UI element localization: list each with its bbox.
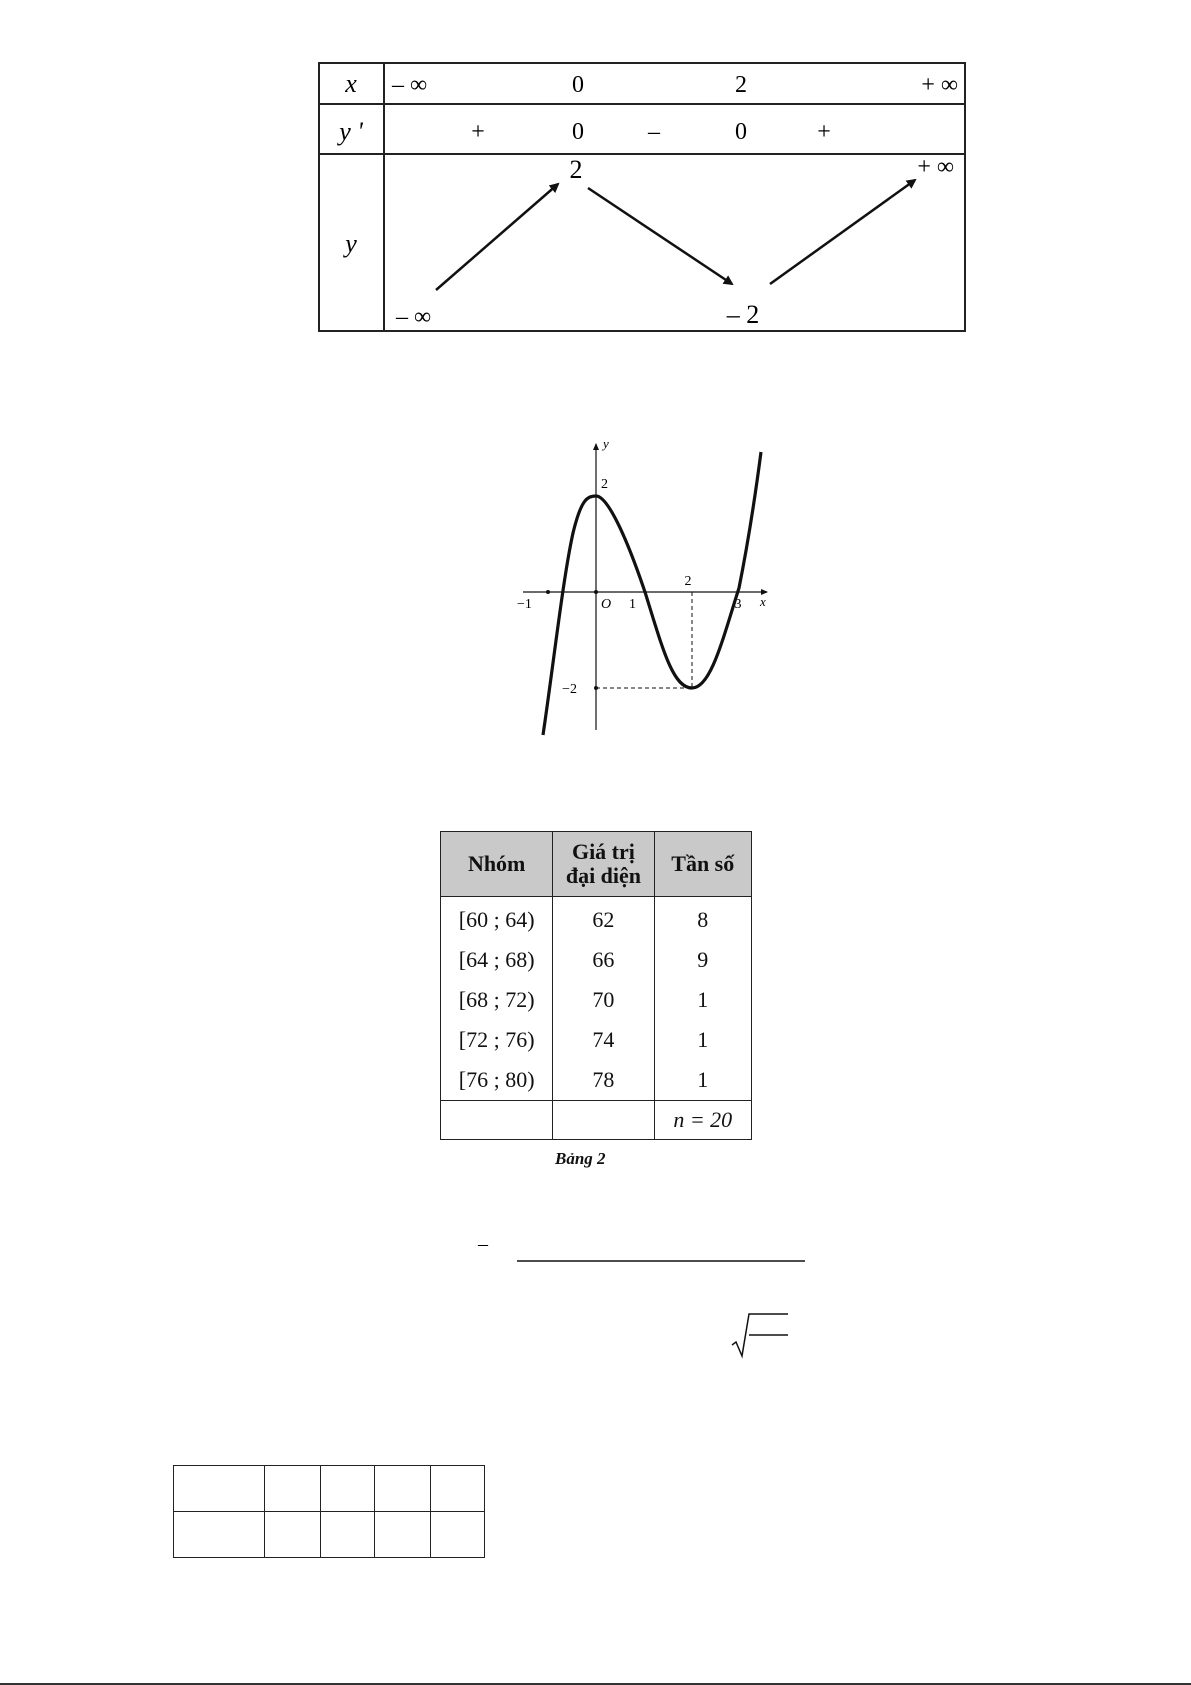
table-row xyxy=(441,897,752,941)
table-row xyxy=(441,1060,752,1101)
grid-cell xyxy=(321,1466,375,1512)
cell-group: [68 ; 72) xyxy=(441,980,553,1020)
frequency-table xyxy=(440,831,752,1140)
grid-cell xyxy=(174,1512,265,1558)
cell-group: [60 ; 64) xyxy=(441,897,553,941)
cell-value: 62 xyxy=(553,897,654,941)
cell-value: 74 xyxy=(553,1020,654,1060)
header-group: Nhóm xyxy=(441,832,553,897)
grid-cell xyxy=(321,1512,375,1558)
tick-dot-origin xyxy=(594,590,598,594)
square-root-sign xyxy=(732,1314,788,1356)
grid-cell xyxy=(265,1466,321,1512)
sign-plus-right: + xyxy=(817,119,831,145)
cell-value: 66 xyxy=(553,940,654,980)
x-value-neg-inf: – ∞ xyxy=(392,72,428,98)
sign-plus-left: + xyxy=(471,119,485,145)
row-label-derivative: y ' xyxy=(339,117,363,146)
cell-value: 70 xyxy=(553,980,654,1020)
grid-cell xyxy=(265,1512,321,1558)
tick-dot-x-neg1 xyxy=(546,590,550,594)
bar-symbol: – xyxy=(478,1233,488,1255)
cell-frequency: 1 xyxy=(654,1020,751,1060)
row-label-x: x xyxy=(345,69,357,98)
table-row xyxy=(441,980,752,1020)
origin-label: O xyxy=(601,597,612,612)
y-tick-neg2: −2 xyxy=(562,682,577,697)
increasing-arrow-left xyxy=(436,184,558,290)
x-tick-3: 3 xyxy=(734,597,742,612)
x-value-two: 2 xyxy=(735,72,747,98)
decreasing-arrow-middle xyxy=(588,188,732,284)
sign-minus-middle: – xyxy=(648,119,660,145)
x-tick-neg1: −1 xyxy=(517,597,532,612)
grid-cell xyxy=(431,1512,485,1558)
grid-cell xyxy=(431,1466,485,1512)
cell-total: n = 20 xyxy=(654,1101,751,1140)
grid-cell xyxy=(174,1466,265,1512)
table-row xyxy=(441,940,752,980)
y-start-neg-inf: – ∞ xyxy=(396,304,432,330)
cell-group: [64 ; 68) xyxy=(441,940,553,980)
cell-frequency: 9 xyxy=(654,940,751,980)
grid-cell xyxy=(375,1512,431,1558)
empty-grid-table xyxy=(173,1465,485,1558)
cell-frequency: 8 xyxy=(654,897,751,941)
cell-empty xyxy=(441,1101,553,1140)
variation-table xyxy=(318,62,968,337)
y-local-max: 2 xyxy=(569,155,583,184)
x-value-zero: 0 xyxy=(572,72,584,98)
derivative-zero-at-2: 0 xyxy=(735,119,747,145)
function-graph xyxy=(515,438,775,738)
x-tick-1: 1 xyxy=(629,597,636,612)
increasing-arrow-right xyxy=(770,180,915,284)
cell-frequency: 1 xyxy=(654,1060,751,1101)
table-total-row xyxy=(441,1101,752,1140)
y-tick-2: 2 xyxy=(601,477,608,492)
x-axis-label: x xyxy=(760,594,766,609)
cell-empty xyxy=(553,1101,654,1140)
x-value-pos-inf: + ∞ xyxy=(921,72,958,98)
grid-cell xyxy=(375,1466,431,1512)
table-row xyxy=(174,1512,485,1558)
derivative-zero-at-0: 0 xyxy=(572,119,584,145)
y-axis-label: y xyxy=(603,438,609,451)
cell-group: [72 ; 76) xyxy=(441,1020,553,1060)
table-caption: Bảng 2 xyxy=(555,1149,606,1168)
header-representative-value: Giá trị đại diện xyxy=(553,832,654,897)
row-label-y: y xyxy=(345,229,357,258)
table-row xyxy=(441,1020,752,1060)
cell-frequency: 1 xyxy=(654,980,751,1020)
cell-group: [76 ; 80) xyxy=(441,1060,553,1101)
header-frequency: Tần số xyxy=(654,832,751,897)
table-row xyxy=(174,1466,485,1512)
y-end-pos-inf: + ∞ xyxy=(917,154,954,180)
cell-value: 78 xyxy=(553,1060,654,1101)
formula-fragment xyxy=(470,1230,810,1380)
y-local-min: – 2 xyxy=(726,300,760,329)
x-tick-2: 2 xyxy=(684,574,692,589)
